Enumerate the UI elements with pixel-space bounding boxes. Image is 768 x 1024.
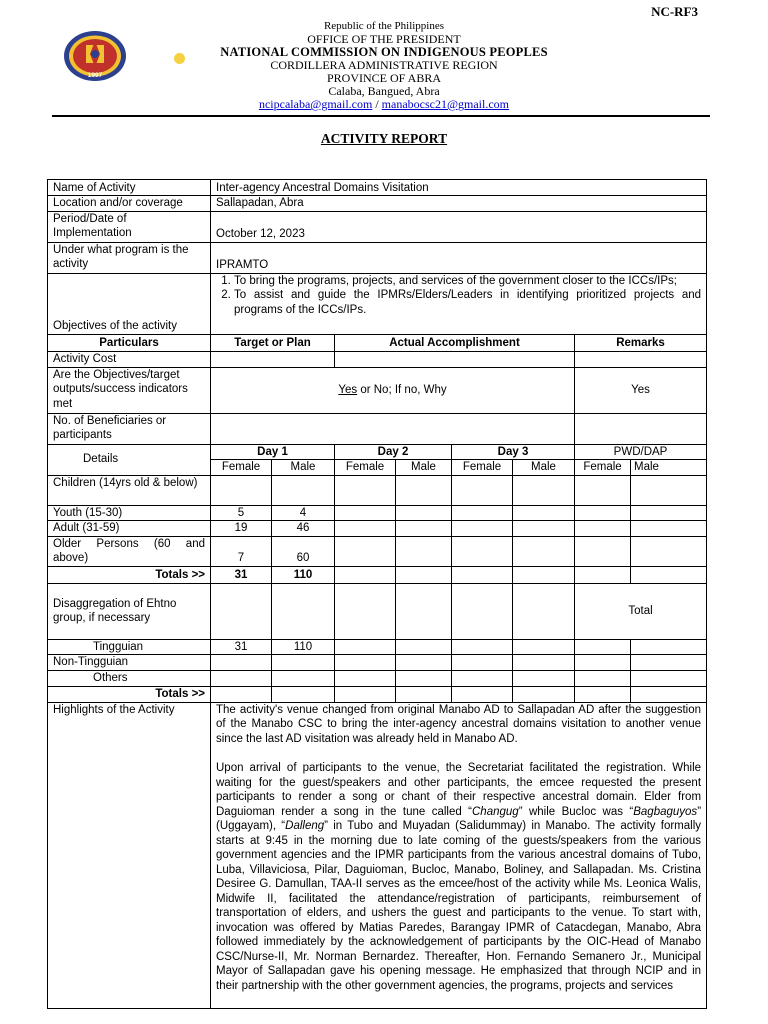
header-office: OFFICE OF THE PRESIDENT	[307, 32, 461, 46]
highlights-paragraph: The activity's venue changed from original Manabo AD to Sallapadan AD after the suggestion of the Manabo CSC to bring the inter-agency ancestral domains visitation to another venue since the last AD visitation was already held in Manabo AD.	[216, 703, 702, 745]
row-objectives-met: Are the Objectives/target outputs/success indicators met Yes or No; If no, Why Yes	[48, 367, 707, 413]
row-ethno-totals: Totals >>	[48, 686, 707, 702]
row-program: Under what program is the activity IPRAMTO	[48, 242, 707, 273]
objectives-met-remarks: Yes	[575, 367, 707, 413]
header-address: Calaba, Bangued, Abra	[328, 84, 440, 98]
row-highlights: Highlights of the Activity The activity's venue changed from original Manabo AD to Sallapadan AD after the suggestion of the Manabo CSC to bring the inter-agency ancestral domains visitation to another venue since the last AD visitation was already held in Manabo AD. Upon arrival of participants to the venue, the Secretariat facilitated the registration. While waiting for the guest/speakers and other participants, the emcee requested the present participants to render a song or chant of their respective ancestral domain. Elder from Daguioman render a song in the tune called “Changug” while Bucloc was “Bagbaguyos” (Uggayam), “Dalleng” in Tubo and Muyadan (Salidummay) in Manabo. The activity formally starts at 9:45 in the morning due to late coming of the guests/speakers from the various government agencies and the IPMR participants from the various ancestral domains of Tubo, Luba, Villaviciosa, Pilar, Daguioman, Bucloc, Manabo, Boliney, and Sallapadan. Ms. Cristina Desiree G. Damullan, TAA-II serves as the emcee/host of the activity while Ms. Leonica Walis, Midwife II, facilitated the attendance/registration of participants, reimbursement of transportation of elders, and ushers the guest and participants to the venue. To start with, invocation was offered by Matias Paredes, Barangay IPMR of Catacdegan, Manabo, Abra followed immediately by the acknowledgement of participants by the OIC-Head of Manabo CSC/Nurse-II, Mr. Norman Bernardez. Thereafter, Hon. Fernando Semanero Jr., Municipal Mayor of Sallapadan gave his opening message. He emphasized that through NCIP and in their partnership with the other government agencies, the programs, projects and services	[48, 702, 707, 1009]
header-province: PROVINCE OF ABRA	[326, 71, 442, 85]
objectives-met-answer: Yes or No; If no, Why	[211, 367, 575, 413]
row-beneficiaries: No. of Beneficiaries or participants	[48, 413, 707, 444]
seal-year: 1997	[87, 72, 103, 79]
row-objectives: Objectives of the activity 1. To bring the programs, projects, and services of the government closer to the ICCs/IPs; 2. To assist and guide the IPMRs/Elders/Leaders in identifying prioritized projects and programs of the ICCs/IPs.	[48, 273, 707, 334]
email-link-ncip[interactable]: ncipcalaba@gmail.com	[258, 97, 373, 111]
letterhead	[0, 20, 768, 111]
header-region: CORDILLERA ADMINISTRATIVE REGION	[270, 58, 498, 72]
activity-report-table	[47, 179, 707, 1009]
highlights-text	[211, 702, 707, 1009]
row-older-persons: Older Persons (60 and above) 7 60	[48, 536, 707, 566]
row-children: Children (14yrs old & below)	[48, 475, 707, 505]
header-emails: ncipcalaba@gmail.com / manabocsc21@gmail.com	[258, 97, 510, 111]
row-adult: Adult (31-59) 19 46	[48, 521, 707, 537]
location-value: Sallapadan, Abra	[211, 196, 707, 212]
program-value: IPRAMTO	[211, 242, 707, 273]
period-value: October 12, 2023	[211, 211, 707, 242]
row-activity-cost: Activity Cost	[48, 351, 707, 367]
row-others: Others	[48, 670, 707, 686]
header-divider	[52, 115, 710, 117]
row-youth: Youth (15-30) 5 4	[48, 505, 707, 521]
row-period: Period/Date of Implementation October 12, 2023	[48, 211, 707, 242]
row-ethno-disaggregation: Disaggregation of Ehtno group, if necessary Total	[48, 583, 707, 639]
row-days-header: Details Day 1 Day 2 Day 3 PWD/DAP	[48, 444, 707, 460]
row-non-tingguian: Non-Tingguian	[48, 655, 707, 671]
row-location: Location and/or coverage Sallapadan, Abra	[48, 196, 707, 212]
header-republic: Republic of the Philippines	[323, 20, 445, 32]
row-totals: Totals >> 31 110	[48, 566, 707, 583]
objectives-list	[211, 273, 707, 334]
row-particulars-header: Particulars Target or Plan Actual Accomplishment Remarks	[48, 334, 707, 351]
objective-item: 2. To assist and guide the IPMRs/Elders/Leaders in identifying prioritized projects and programs of the ICCs/IPs.	[234, 288, 701, 317]
document-code: NC-RF3	[651, 4, 698, 19]
row-name-of-activity: Name of Activity Inter-agency Ancestral Domains Visitation	[48, 180, 707, 196]
report-title: ACTIVITY REPORT	[320, 131, 448, 146]
highlights-paragraph: Upon arrival of participants to the venue, the Secretariat facilitated the registration. While waiting for the guest/speakers and other participants, the emcee requested the present participants to render a song or chant of their respective ancestral domain. Elder from Daguioman render a song in the tune called “Changug” while Bucloc was “Bagbaguyos” (Uggayam), “Dalleng” in Tubo and Muyadan (Salidummay) in Manabo. The activity formally starts at 9:45 in the morning due to late coming of the guests/speakers from the various government agencies and the IPMR participants from the various ancestral domains of Tubo, Luba, Villaviciosa, Pilar, Daguioman, Bucloc, Manabo, Boliney, and Sallapadan. Ms. Cristina Desiree G. Damullan, TAA-II serves as the emcee/host of the activity while Ms. Leonica Walis, Midwife II, facilitated the attendance/registration of participants, reimbursement of transportation of elders, and ushers the guest and participants to the venue. To start with, invocation was offered by Matias Paredes, Barangay IPMR of Catacdegan, Manabo, Abra followed immediately by the acknowledgement of participants by the OIC-Head of Manabo CSC/Nurse-II, Mr. Norman Bernardez. Thereafter, Hon. Fernando Semanero Jr., Municipal Mayor of Sallapadan gave his opening message. He emphasized that through NCIP and in their partnership with the other government agencies, the programs, projects and services	[216, 762, 702, 992]
email-link-manabo[interactable]: manabocsc21@gmail.com	[381, 97, 510, 111]
row-tingguian: Tingguian 31 110	[48, 639, 707, 655]
activity-name-value: Inter-agency Ancestral Domains Visitation	[211, 180, 707, 196]
header-agency: NATIONAL COMMISSION ON INDIGENOUS PEOPLES	[220, 45, 548, 59]
row-sex-header: Female Male Female Male Female Male Female Male	[48, 460, 707, 476]
objective-item: 1. To bring the programs, projects, and services of the government closer to the ICCs/IPs;	[234, 274, 701, 289]
